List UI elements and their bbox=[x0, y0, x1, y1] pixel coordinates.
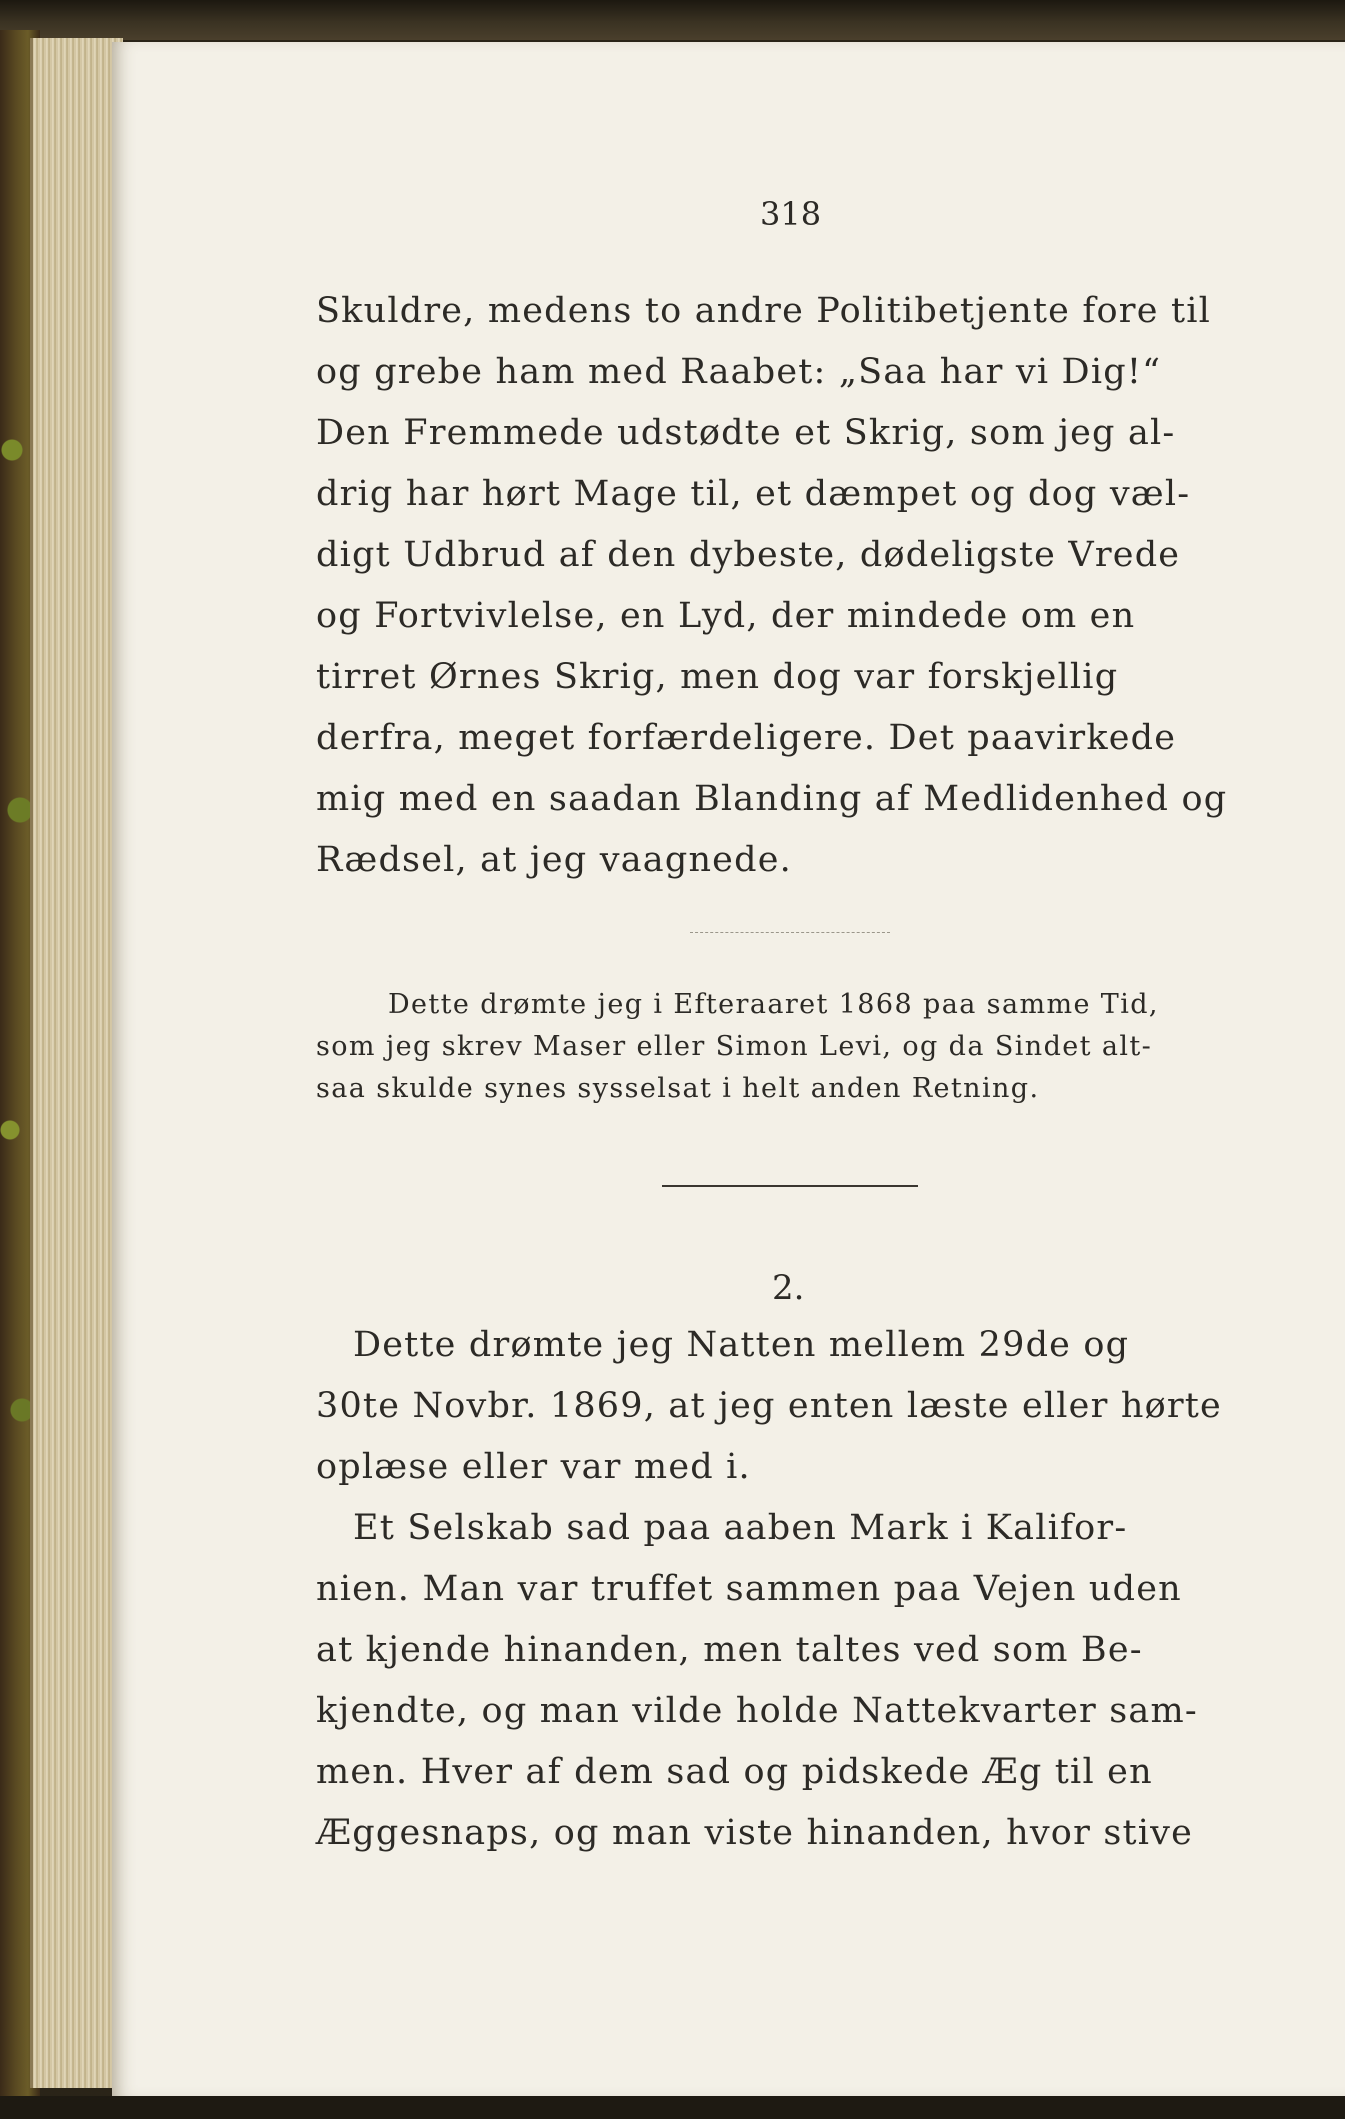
text-line: nien. Man var truffet sammen paa Vejen uden bbox=[316, 1569, 1182, 1609]
text-line: kjendte, og man vilde holde Nattekvarter sam- bbox=[316, 1691, 1198, 1731]
text-line: Dette drømte jeg Natten mellem 29de og bbox=[316, 1325, 1130, 1365]
faint-divider bbox=[690, 932, 890, 933]
book-bottom-edge bbox=[0, 2096, 1345, 2119]
text-line: at kjende hinanden, men taltes ved som Be- bbox=[316, 1630, 1143, 1670]
footnote-line: saa skulde synes sysselsat i helt anden Retning. bbox=[316, 1073, 1040, 1104]
text-line: og Fortvivlelse, en Lyd, der mindede om en bbox=[316, 596, 1136, 636]
section-divider bbox=[662, 1185, 918, 1187]
page-edges bbox=[30, 38, 123, 2088]
text-line: Æggesnaps, og man viste hinanden, hvor stive bbox=[316, 1813, 1194, 1853]
text-line: men. Hver af dem sad og pidskede Æg til en bbox=[316, 1752, 1153, 1792]
text-line: Et Selskab sad paa aaben Mark i Kalifor- bbox=[316, 1508, 1128, 1548]
text-line: Rædsel, at jeg vaagnede. bbox=[316, 840, 792, 880]
page-number: 318 bbox=[760, 195, 822, 233]
text-line: oplæse eller var med i. bbox=[316, 1447, 751, 1487]
footnote-line: som jeg skrev Maser eller Simon Levi, og da Sindet alt- bbox=[316, 1031, 1153, 1062]
text-line: mig med en saadan Blanding af Medlidenhed og bbox=[316, 779, 1228, 819]
text-line: derfra, meget forfærdeligere. Det paavirkede bbox=[316, 718, 1177, 758]
text-line: tirret Ørnes Skrig, men dog var forskjellig bbox=[316, 657, 1119, 697]
footnote-line: Dette drømte jeg i Efteraaret 1868 paa samme Tid, bbox=[388, 989, 1159, 1020]
book-top-edge bbox=[0, 0, 1345, 40]
text-line: Den Fremmede udstødte et Skrig, som jeg al- bbox=[316, 413, 1176, 453]
text-line: 30te Novbr. 1869, at jeg enten læste eller hørte bbox=[316, 1386, 1222, 1426]
text-line: drig har hørt Mage til, et dæmpet og dog væl- bbox=[316, 474, 1191, 514]
section-number: 2. bbox=[772, 1268, 805, 1308]
text-line: Skuldre, medens to andre Politibetjente fore til bbox=[316, 291, 1212, 331]
text-line: digt Udbrud af den dybeste, dødeligste Vrede bbox=[316, 535, 1181, 575]
text-line: og grebe ham med Raabet: „Saa har vi Dig!“ bbox=[316, 352, 1162, 392]
